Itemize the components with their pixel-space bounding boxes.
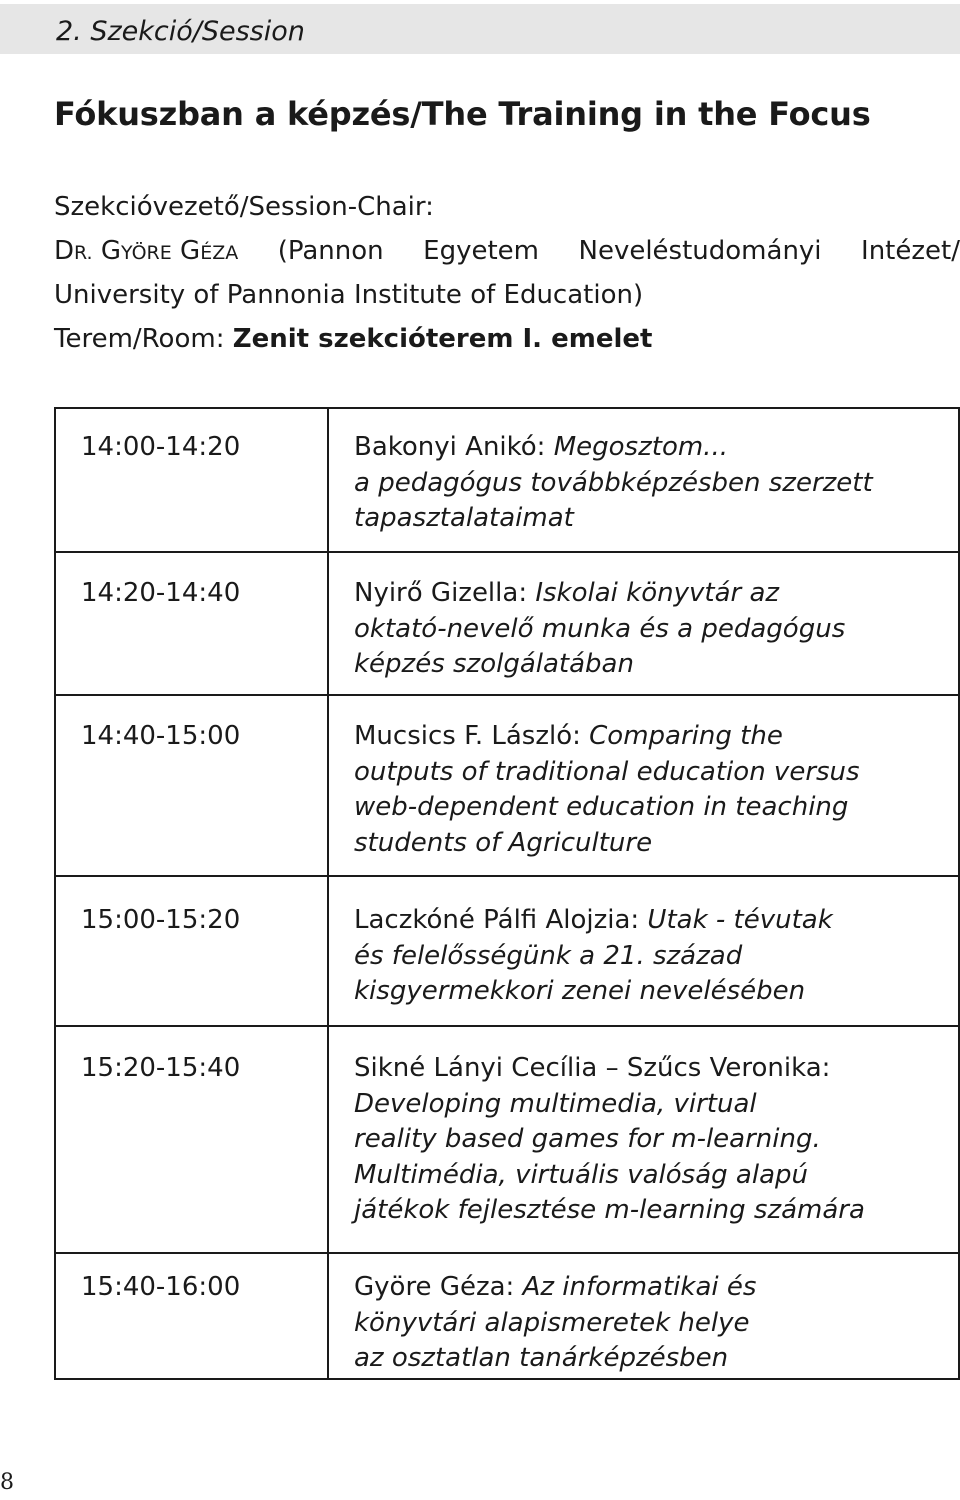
schedule-time: 15:00-15:20: [55, 876, 328, 1026]
schedule-talk: [328, 552, 959, 695]
room-label: Terem/Room:: [54, 324, 225, 354]
chair-given-rest: ÉZA: [200, 242, 239, 264]
chair-given-initial: G: [180, 236, 201, 266]
schedule-talk: [328, 1253, 959, 1379]
schedule-talk: [328, 695, 959, 876]
talk-author: Sikné Lányi Cecília – Szűcs Veronika:: [354, 1053, 831, 1083]
talk-author: Nyirő Gizella:: [354, 578, 536, 608]
talk-title: Iskolai könyvtár az oktató-nevelő munka és a pedagógus képzés szolgálatában: [354, 578, 846, 679]
chair-affiliation-word: Egyetem: [423, 236, 539, 266]
talk-author: Laczkóné Pálfi Alojzia:: [354, 905, 648, 935]
page-title: Fókuszban a képzés/The Training in the Focus: [54, 95, 871, 133]
talk-title: Comparing the outputs of traditional education versus web-dependent education in teaching students of Agriculture: [354, 721, 860, 858]
talk-author: Mucsics F. László:: [354, 721, 590, 751]
room-line: [54, 324, 652, 354]
chair-affiliation-word: Neveléstudományi: [578, 236, 822, 266]
chair-surname-initial: G: [100, 236, 122, 266]
talk-author: Bakonyi Anikó:: [354, 432, 554, 462]
schedule-table: [54, 407, 960, 1380]
chair-title-initial: D: [54, 236, 75, 266]
talk-title: Megosztom... a pedagógus továbbképzésben szerzett tapasztalataimat: [354, 432, 873, 533]
talk-title: Az informatikai és könyvtári alapismeretek helye az osztatlan tanárképzésben: [354, 1272, 757, 1373]
session-chair-name: [54, 236, 238, 266]
schedule-talk: [328, 876, 959, 1026]
session-chair-name-line: [54, 236, 960, 266]
chair-affiliation-word: Intézet/: [861, 236, 960, 266]
schedule-row: [55, 1026, 959, 1253]
schedule-row: [55, 876, 959, 1026]
session-chair-label: Szekcióvezető/Session-Chair:: [54, 192, 434, 222]
schedule-time: 15:20-15:40: [55, 1026, 328, 1253]
chair-affiliation-line: University of Pannonia Institute of Education): [54, 280, 644, 310]
chair-surname-rest: YÖRE: [121, 242, 172, 264]
schedule-row: [55, 552, 959, 695]
chair-title-rest: R.: [74, 242, 93, 264]
room-value: Zenit szekcióterem I. emelet: [232, 324, 653, 354]
schedule-time: 14:00-14:20: [55, 408, 328, 552]
schedule-row: [55, 695, 959, 876]
schedule-row: [55, 408, 959, 552]
chair-affiliation-word: (Pannon: [277, 236, 384, 266]
schedule-talk: [328, 1026, 959, 1253]
schedule-time: 14:40-15:00: [55, 695, 328, 876]
session-header-bar: [0, 4, 960, 54]
talk-author: Györe Géza:: [354, 1272, 523, 1302]
talk-title: Developing multimedia, virtual reality based games for m-learning. Multimédia, virtuális valóság alapú játékok fejlesztése m-learning számára: [354, 1088, 865, 1225]
schedule-time: 15:40-16:00: [55, 1253, 328, 1379]
talk-title: Utak - tévutak és felelősségünk a 21. század kisgyermekkori zenei nevelésében: [354, 905, 833, 1006]
schedule-row: [55, 1253, 959, 1379]
schedule-time: 14:20-14:40: [55, 552, 328, 695]
page-number: 8: [0, 1470, 14, 1495]
schedule-talk: [328, 408, 959, 552]
session-label: 2. Szekció/Session: [56, 16, 305, 47]
